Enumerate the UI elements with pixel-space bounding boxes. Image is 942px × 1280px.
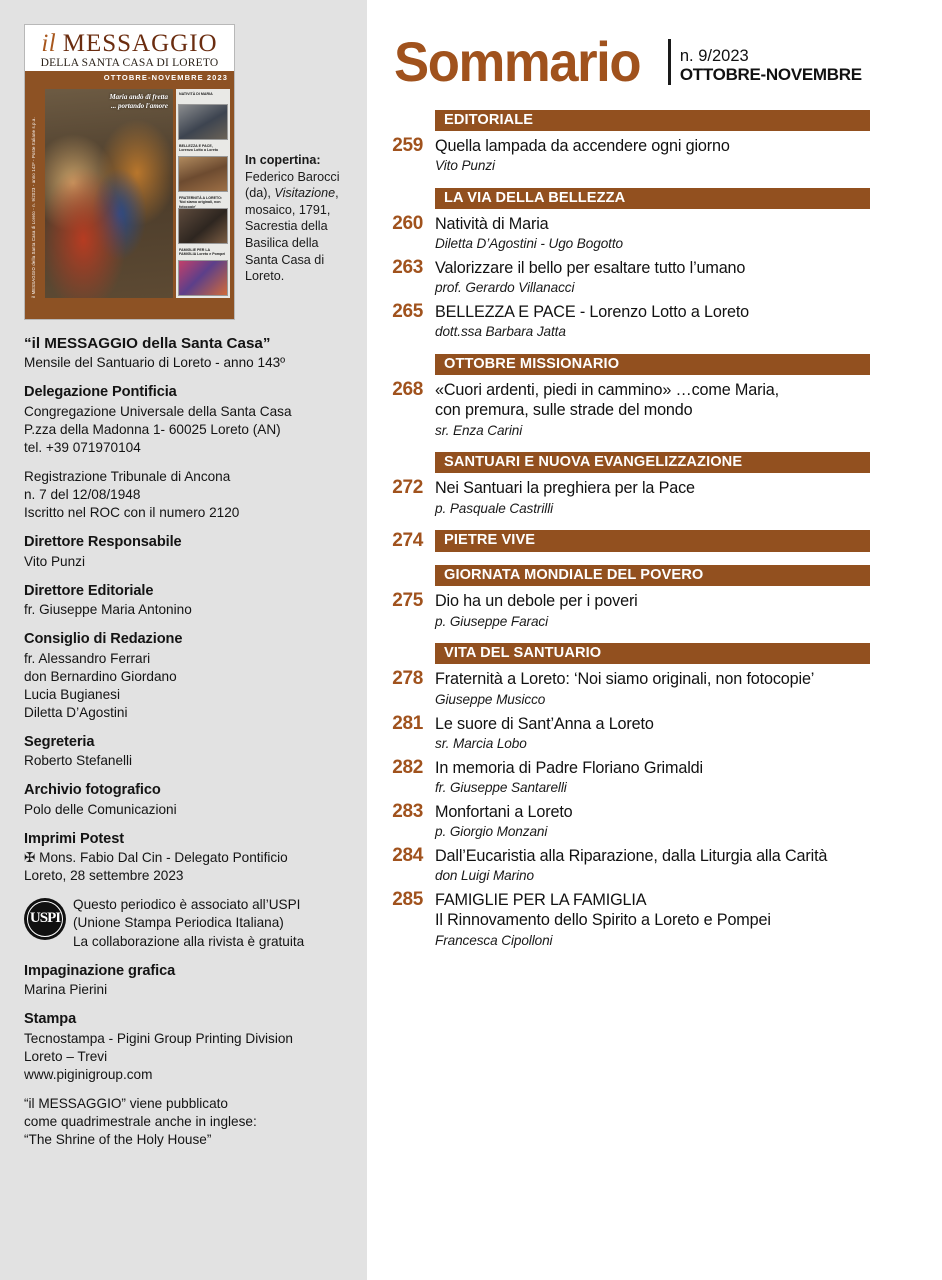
toc-entry-title: Nei Santuari la preghiera per la Pace	[435, 479, 695, 498]
toc-entry-title: con premura, sulle strade del mondo	[435, 401, 693, 420]
in-copertina-caption	[245, 24, 349, 285]
toc-entry-title: Dio ha un debole per i poveri	[435, 592, 638, 611]
toc-section-header	[381, 643, 942, 664]
toc-entry-author: prof. Gerardo Villanacci	[435, 280, 575, 296]
toc-entry-author: sr. Marcia Lobo	[435, 735, 527, 751]
toc-section-header	[381, 565, 942, 586]
toc-entry-title: Valorizzare il bello per esaltare tutto l’umano	[435, 258, 746, 277]
toc-section-page-number	[381, 643, 435, 664]
in-copertina-heading: In copertina:	[245, 153, 321, 167]
toc-entry[interactable]	[381, 668, 942, 708]
toc-entry-page-number: 265	[392, 300, 423, 322]
toc-entry-author: dott.ssa Barbara Jatta	[435, 324, 566, 340]
toc-entry[interactable]	[381, 845, 942, 885]
toc-section-label: SANTUARI E NUOVA EVANGELIZZAZIONE	[435, 452, 870, 473]
toc-entry-title: Natività di Maria	[435, 214, 549, 233]
cover-masthead	[25, 25, 234, 71]
colophon-heading: Archivio fotografico	[24, 782, 161, 799]
toc-entry-title: Quella lampada da accendere ogni giorno	[435, 136, 730, 155]
colophon-line: Diletta D’Agostini	[24, 704, 128, 720]
toc-entry-text	[435, 258, 942, 297]
cover-artwork-visitation	[45, 89, 173, 298]
cover-thumbnail-caption: BELLEZZA E PACE, Lorenzo Lotto a Loreto	[179, 144, 219, 153]
cover-thumbnail	[178, 91, 228, 140]
colophon-line: Roberto Stefanelli	[24, 753, 133, 769]
toc-entry-page-number: 284	[392, 844, 423, 866]
in-copertina-text-after: , mosaico, 1791, Sacrestia della Basilica della Santa Casa di Loreto.	[245, 186, 339, 284]
toc-entry-author: sr. Enza Carini	[435, 422, 523, 438]
issue-number: n. 9/2023	[679, 47, 749, 66]
cover-art-caption-line2: ... portando l'amore	[111, 102, 168, 111]
toc-section-header	[381, 354, 942, 375]
toc-entry-author: p. Giuseppe Faraci	[435, 613, 549, 629]
cover-thumbnail	[178, 143, 228, 192]
colophon-heading: Stampa	[24, 1011, 77, 1028]
colophon-line: Vito Punzi	[24, 553, 85, 569]
toc-entry-author: p. Giorgio Monzani	[435, 824, 548, 840]
toc-entry-page-number: 260	[392, 212, 423, 234]
toc-entry-title: FAMIGLIE PER LA FAMIGLIA	[435, 890, 647, 909]
toc-section-label: PIETRE VIVE	[435, 530, 870, 552]
toc-entry-title: «Cuori ardenti, piedi in cammino» …come Maria,	[435, 380, 779, 399]
toc-entry-page-number: 268	[392, 378, 423, 400]
colophon-line: Registrazione Tribunale di Ancona	[24, 468, 231, 484]
toc-section-label: EDITORIALE	[435, 110, 870, 131]
colophon-heading: Direttore Editoriale	[24, 582, 154, 599]
toc-entry-title: Monfortani a Loreto	[435, 802, 573, 821]
in-copertina-text-before: Federico Barocci (da),	[245, 169, 340, 201]
colophon-heading: Imprimi Potest	[24, 830, 124, 847]
colophon-line: Congregazione Universale della Santa Casa	[24, 403, 292, 419]
uspi-notice-text	[73, 896, 304, 950]
colophon-line: Mensile del Santuario di Loreto - anno 143º	[24, 355, 286, 371]
toc-section-label: OTTOBRE MISSIONARIO	[435, 354, 870, 375]
colophon-block	[24, 383, 349, 457]
toc-section-header	[381, 530, 942, 552]
colophon-line: Iscritto nel ROC con il numero 2120	[24, 505, 240, 521]
colophon-line: Polo delle Comunicazioni	[24, 801, 177, 817]
toc-entry-author: Vito Punzi	[435, 157, 495, 173]
cover-art-caption	[109, 93, 168, 112]
colophon-line: Lucia Bugianesi	[24, 686, 120, 702]
masthead-divider	[668, 39, 671, 85]
toc-section-header	[381, 110, 942, 131]
cover-thumbnail	[178, 195, 228, 244]
cover-title-il: il	[41, 30, 57, 57]
colophon-block	[24, 1095, 349, 1149]
toc-entry-text	[435, 758, 942, 797]
uspi-line: Questo periodico è associato all’USPI	[73, 897, 301, 913]
colophon-line: “The Shrine of the Holy House”	[24, 1131, 212, 1147]
toc-entry[interactable]	[381, 713, 942, 753]
colophon-block	[24, 781, 349, 818]
toc-entry-text	[435, 669, 942, 708]
toc-entry-text	[435, 136, 942, 175]
toc-entry-text	[435, 890, 942, 949]
colophon-block	[24, 582, 349, 619]
toc-section-header	[381, 452, 942, 473]
toc-entry-text	[435, 591, 942, 630]
toc-section-page-number	[381, 565, 435, 586]
colophon-block	[24, 733, 349, 770]
cover-thumbnail-caption: FRATERNITÀ A LORETO: 'Noi siamo originali, non fotocopie'	[179, 196, 223, 208]
cover-title	[29, 31, 230, 56]
toc-entry-page-number: 275	[392, 590, 423, 612]
colophon-block	[24, 630, 349, 722]
colophon	[24, 334, 349, 1149]
toc-section-label: LA VIA DELLA BELLEZZA	[435, 188, 870, 209]
toc-entry-title: Le suore di Sant’Anna a Loreto	[435, 714, 654, 733]
toc-entry-text	[435, 802, 942, 841]
colophon-heading: Delegazione Pontificia	[24, 384, 177, 401]
uspi-line: La collaborazione alla rivista è gratuita	[73, 933, 305, 949]
toc-entry-page-number: 278	[392, 668, 423, 690]
toc-section-label: VITA DEL SANTUARIO	[435, 643, 870, 664]
cover-spine-text: il MESSAGGIO della Santa Casa di Loreto - n. 9/2023 - anno 143º - Poste Italiane s.p.a.	[30, 117, 36, 298]
colophon-heading: Segreteria	[24, 733, 95, 750]
cover-thumbnail-photo	[178, 260, 228, 296]
toc-section-page-number	[381, 110, 435, 131]
toc-panel	[367, 0, 942, 1280]
colophon-line: n. 7 del 12/08/1948	[24, 487, 141, 503]
toc-entry-text	[435, 478, 942, 517]
cover-date-bar: OTTOBRE-NOVEMBRE 2023	[25, 71, 234, 84]
uspi-notice	[24, 896, 349, 950]
toc-entry[interactable]	[381, 801, 942, 841]
toc-entry[interactable]	[381, 213, 942, 253]
colophon-line: Loreto – Trevi	[24, 1048, 108, 1064]
toc-entry[interactable]	[381, 257, 942, 297]
colophon-line: come quadrimestrale anche in inglese:	[24, 1113, 257, 1129]
toc-entry-title: Fraternità a Loreto: ‘Noi siamo originali, non fotocopie’	[435, 670, 815, 689]
colophon-line: fr. Giuseppe Maria Antonino	[24, 602, 192, 618]
toc-masthead	[367, 0, 942, 93]
toc-entry-page-number: 283	[392, 800, 423, 822]
toc-entry[interactable]	[381, 889, 942, 949]
colophon-block	[24, 830, 349, 886]
cover-thumbnail-caption: FAMIGLIE PER LA FAMIGLIA Loreto e Pompei	[179, 248, 226, 257]
toc-entry-text	[435, 302, 942, 341]
colophon-block	[24, 1010, 349, 1084]
cover-body	[25, 84, 234, 302]
toc-entry-author: p. Pasquale Castrilli	[435, 500, 554, 516]
colophon-heading: Direttore Responsabile	[24, 534, 182, 551]
page-title: Sommario	[394, 30, 641, 93]
uspi-logo-icon	[24, 898, 66, 940]
toc-entry-page-number: 259	[392, 134, 423, 156]
colophon-heading: “il MESSAGGIO della Santa Casa”	[24, 335, 271, 352]
toc-entry-title: BELLEZZA E PACE - Lorenzo Lotto a Loreto	[435, 302, 750, 321]
toc-entry-text	[435, 380, 942, 439]
toc-entry-text	[435, 846, 942, 885]
magazine-cover-image	[24, 24, 235, 320]
uspi-line: (Unione Stampa Periodica Italiana)	[73, 915, 284, 931]
toc-entry-author: Giuseppe Musicco	[435, 691, 546, 707]
toc-entry[interactable]	[381, 757, 942, 797]
toc-entry-author: Diletta D’Agostini - Ugo Bogotto	[435, 236, 623, 251]
issue-info	[680, 47, 862, 88]
in-copertina-italic-title: Visitazione	[274, 186, 336, 201]
cover-thumbnail-photo	[178, 208, 228, 244]
colophon-line: Marina Pierini	[24, 982, 108, 998]
toc-section-page-number	[381, 188, 435, 209]
cover-and-caption	[24, 24, 349, 320]
toc-entry[interactable]	[381, 477, 942, 517]
cover-thumbnail-photo	[178, 104, 228, 140]
cover-spine	[29, 89, 42, 298]
toc-entry-author: fr. Giuseppe Santarelli	[435, 780, 567, 796]
colophon-line: fr. Alessandro Ferrari	[24, 650, 151, 666]
toc-entry[interactable]	[381, 590, 942, 630]
colophon-tail-blocks	[24, 962, 349, 1149]
colophon-heading: Consiglio di Redazione	[24, 631, 183, 648]
toc-entry[interactable]	[381, 301, 942, 341]
toc-section-header	[381, 188, 942, 209]
toc-entry-text	[435, 214, 942, 253]
cover-title-messaggio: MESSAGGIO	[62, 30, 218, 57]
toc-entry-title: Dall’Eucaristia alla Riparazione, dalla Liturgia alla Carità	[435, 846, 828, 865]
toc-entry-text	[435, 714, 942, 753]
toc-entry-page-number: 285	[392, 888, 423, 910]
toc-entry-page-number: 281	[392, 712, 423, 734]
colophon-line: www.piginigroup.com	[24, 1066, 153, 1082]
cover-thumbnail-column	[176, 89, 230, 298]
cover-thumbnail	[178, 247, 228, 296]
toc-section-page-number: 274	[392, 530, 423, 552]
toc-list	[367, 110, 942, 950]
colophon-line: tel. +39 071970104	[24, 439, 141, 455]
colophon-block	[24, 962, 349, 999]
toc-entry-title: In memoria di Padre Floriano Grimaldi	[435, 758, 703, 777]
cover-art-caption-line1: Maria andò di fretta	[109, 93, 168, 101]
toc-entry-title: Il Rinnovamento dello Spirito a Loreto e Pompei	[435, 911, 771, 930]
colophon-heading: Impaginazione grafica	[24, 962, 176, 979]
colophon-line: P.zza della Madonna 1- 60025 Loreto (AN)	[24, 421, 281, 437]
cover-subtitle: DELLA SANTA CASA DI LORETO	[40, 57, 219, 69]
cover-thumbnail-photo	[178, 156, 228, 192]
colophon-main-blocks	[24, 334, 349, 885]
toc-entry-author: Francesca Cipolloni	[435, 932, 553, 948]
toc-entry[interactable]	[381, 135, 942, 175]
toc-section-label: GIORNATA MONDIALE DEL POVERO	[435, 565, 870, 586]
toc-section-page-number	[381, 452, 435, 473]
toc-entry-page-number: 272	[392, 477, 423, 499]
colophon-block	[24, 533, 349, 570]
toc-entry-page-number: 263	[392, 256, 423, 278]
toc-entry[interactable]	[381, 379, 942, 439]
colophon-line: don Bernardino Giordano	[24, 668, 177, 684]
colophon-line: Loreto, 28 settembre 2023	[24, 868, 184, 884]
toc-entry-author: don Luigi Marino	[435, 868, 534, 884]
cover-thumbnail-caption: NATIVITÀ DI MARIA	[179, 92, 213, 96]
toc-section-page-number	[381, 354, 435, 375]
toc-entry-page-number: 282	[392, 756, 423, 778]
colophon-block	[24, 334, 349, 372]
colophon-line: ✠ Mons. Fabio Dal Cin - Delegato Pontificio	[24, 850, 288, 866]
colophon-line: “il MESSAGGIO” viene pubblicato	[24, 1095, 228, 1111]
sidebar	[0, 0, 367, 1280]
colophon-line: Tecnostampa - Pigini Group Printing Division	[24, 1030, 293, 1046]
issue-months: OTTOBRE-NOVEMBRE	[679, 65, 862, 85]
colophon-block	[24, 468, 349, 522]
